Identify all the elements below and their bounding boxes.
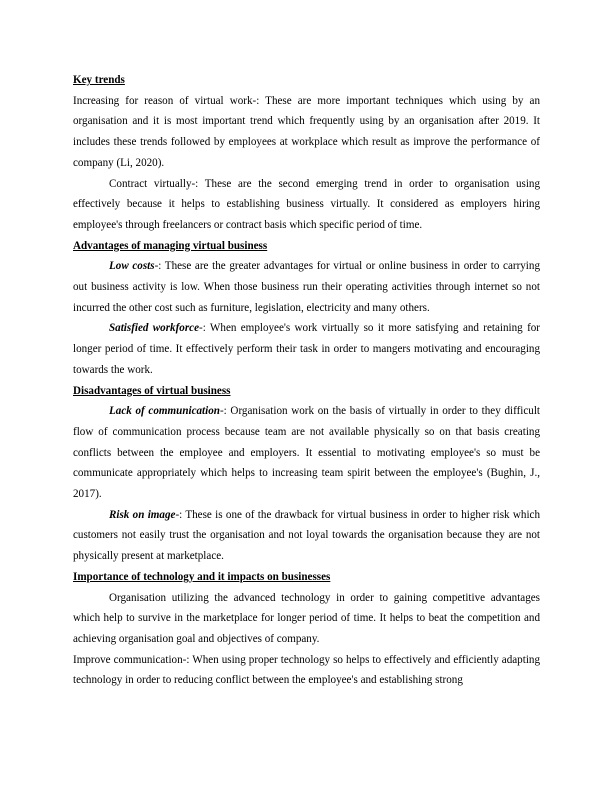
paragraph-advanced-technology: Organisation utilizing the advanced technology in order to gaining competitive advantages which help to survive in the marketplace for longer period of time. It helps to beat the competition and achieving organisation goal and objectives of company. [73, 591, 540, 645]
heading-advantages: Advantages of managing virtual business [73, 239, 268, 252]
paragraph-improve-communication: Improve communication-: When using proper technology so helps to effectively and efficiently adapting technology in order to reducing conflict between the employee's and establishing strong [73, 653, 540, 687]
heading-key-trends: Key trends [73, 74, 125, 86]
term-low-costs: Low costs [109, 260, 155, 273]
heading-technology: Importance of technology and it impacts on businesses [73, 570, 331, 583]
heading-disadvantages: Disadvantages of virtual business [73, 384, 231, 397]
paragraph-risk-on-image [73, 505, 540, 567]
term-satisfied-workforce: Satisfied workforce [109, 322, 200, 335]
paragraph-low-costs [73, 256, 540, 318]
text-risk-on-image: -: These is one of the drawback for virtual business in order to higher risk which customers not easily trust the organisation and not loyal towards the organisation because they are not physically present at marketplace. [73, 508, 540, 563]
term-risk-on-image: Risk on image [109, 508, 176, 521]
text-satisfied-workforce: -: When employee's work virtually so it more satisfying and retaining for longer period of time. It effectively perform their task in order to mangers motivating and encouraging towards the work. [73, 322, 541, 376]
text-lack-of-communication: -: Organisation work on the basis of virtually in order to they difficult flow of communication process because team are not available physically so on that basis creating conflicts between the employee and employers. It essential to motivating employee's so must be communicate appropriately which helps to increasing team spirit between the employee's (Bughin, J., 2017). [73, 405, 540, 501]
text-low-costs: -: These are the greater advantages for virtual or online business in order to carrying out business activity is low. When those business run their operating activities through internet so not incurred the other cost such as furniture, legislation, electricity and many others. [73, 260, 540, 314]
paragraph-virtual-work: Increasing for reason of virtual work-: These are more important techniques which using by an organisation and it is most important trend which frequently using by an organisation after 2019. It includes these trends followed by employees at workplace which result as improve the performance of company (Li, 2020). [73, 94, 540, 169]
term-lack-of-communication: Lack of communication [109, 405, 220, 418]
document-page [73, 70, 540, 691]
paragraph-lack-of-communication [73, 401, 540, 505]
paragraph-contract-virtually: Contract virtually-: These are the second emerging trend in order to organisation using effectively because it helps to establishing business virtually. It considered as employers hiring employee's through freelancers or contract basis which specific period of time. [73, 177, 540, 231]
paragraph-satisfied-workforce [73, 318, 540, 380]
